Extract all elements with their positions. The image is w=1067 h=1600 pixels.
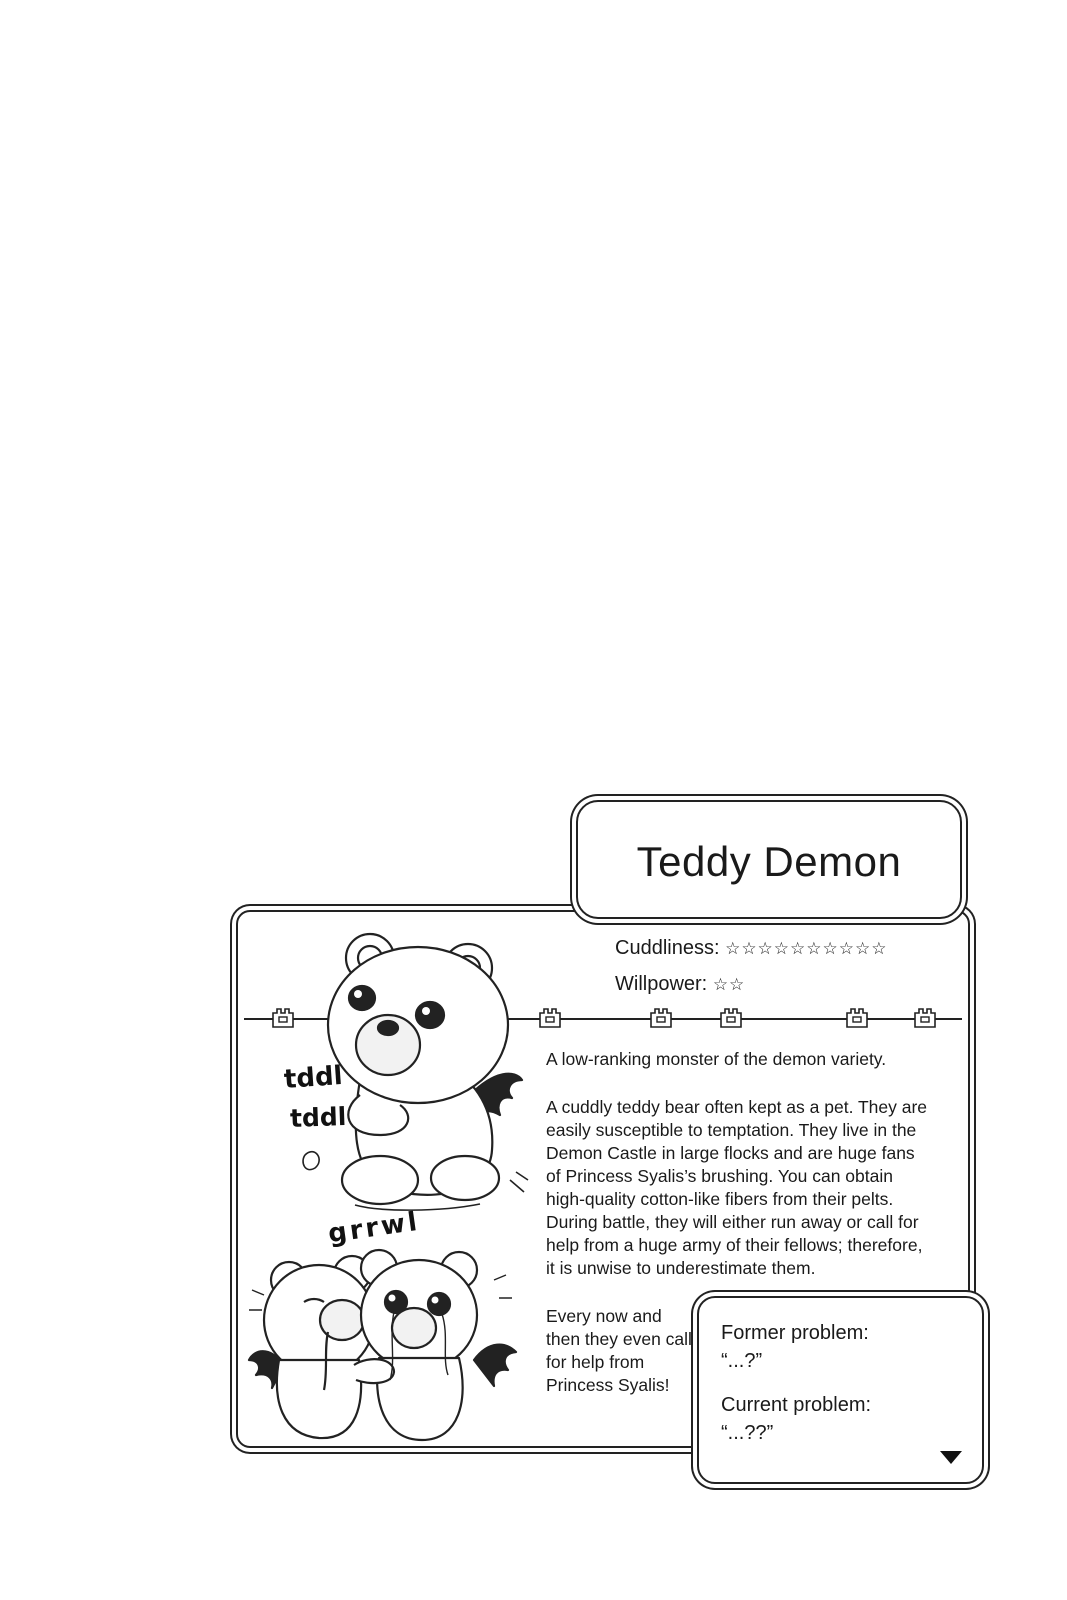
former-problem-value: “...?” (721, 1350, 763, 1372)
former-problem-label: Former problem: (721, 1322, 869, 1344)
description-intro: A low-ranking monster of the demon variety. (546, 1049, 887, 1069)
stat-cuddliness (615, 937, 887, 960)
willpower-stars: ☆☆ (712, 975, 746, 995)
sfx-footstep-2: tddl (289, 1102, 347, 1133)
current-problem-value: “...??” (721, 1422, 774, 1444)
description-note: Every now and then they even call for help from Princess Syalis! (546, 1306, 692, 1395)
cuddliness-label: Cuddliness: (615, 937, 720, 959)
problem-dialog-box (697, 1296, 984, 1484)
description-body: A cuddly teddy bear often kept as a pet. They are easily susceptible to temptation. They live in the Demon Castle in large flocks and are huge fans of Princess Syalis’s brushing. You can obtain high-quality cotton-like fibers from their pelts. During battle, they will either run away or call for help from a huge army of their fellows; therefore, it is unwise to underestimate them. (546, 1097, 928, 1278)
castle-clip-icon (648, 1004, 674, 1030)
sfx-footstep-1: tddl (283, 1060, 344, 1096)
willpower-label: Willpower: (615, 973, 708, 995)
castle-clip-icon (537, 1004, 563, 1030)
teddy-demons-crying-illustration (244, 1240, 534, 1450)
sfx-growl: grrwl (326, 1206, 422, 1250)
stat-willpower (615, 973, 745, 996)
cuddliness-stars: ☆☆☆☆☆☆☆☆☆☆ (725, 939, 888, 959)
continue-arrow-icon[interactable] (940, 1451, 962, 1464)
castle-clip-icon (718, 1004, 744, 1030)
castle-clip-icon (912, 1004, 938, 1030)
castle-clip-icon (844, 1004, 870, 1030)
castle-clip-icon (270, 1004, 296, 1030)
current-problem-label: Current problem: (721, 1394, 872, 1416)
monster-name: Teddy Demon (636, 838, 902, 885)
title-plate (576, 800, 962, 919)
